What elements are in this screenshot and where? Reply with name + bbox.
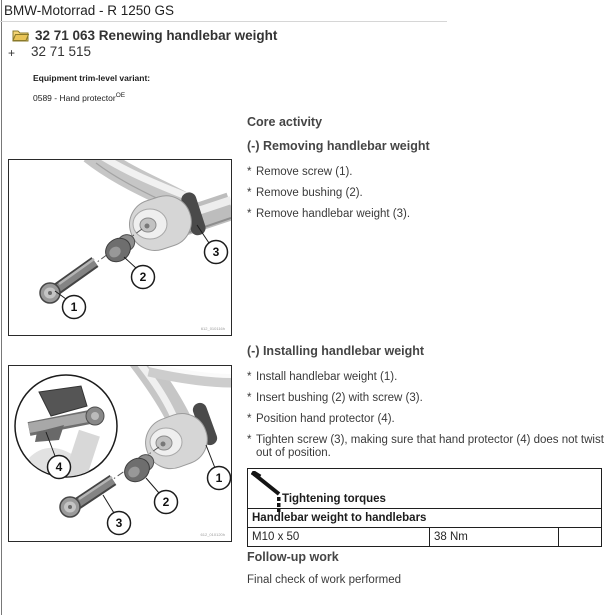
expand-plus-control[interactable]: + [8,46,16,60]
step-text: Remove handlebar weight (3). [256,208,411,220]
svg-text:2: 2 [162,495,170,509]
callout-1 [206,445,231,490]
torque-table-subtitle: Handlebar weight to handlebars [248,508,601,527]
callout-2 [124,257,155,289]
callout-2 [146,478,178,514]
removing-heading: (-) Removing handlebar weight [247,139,430,153]
svg-text:3: 3 [115,516,123,530]
torque-fastener-cell: M10 x 50 [248,528,430,546]
installing-illustration [9,366,231,541]
torque-value-cell: 38 Nm [430,528,559,546]
bullet-glyph: * [247,208,252,220]
equipment-variant-label: Equipment trim-level variant: [33,73,151,83]
screw-illustration [60,477,113,517]
svg-text:1: 1 [70,300,78,314]
step-remove-weight [247,208,605,221]
torque-wrench-icon [251,471,287,513]
svg-text:1: 1 [215,471,223,485]
step-text: Insert bushing (2) with screw (3). [256,392,423,404]
left-border-line [1,0,2,615]
title-divider [0,21,447,22]
section-removing [247,115,605,229]
page-title: BMW-Motorrad - R 1250 GS [4,3,175,18]
folder-icon [12,29,29,42]
procedure-tree-item[interactable] [12,28,277,43]
figure-watermark: 612_010120h [200,532,225,537]
figure-installing-handlebar-weight [8,365,232,542]
followup-heading: Follow-up work [247,550,339,564]
section-installing [247,344,605,547]
bushing-illustration [120,451,157,486]
procedure-subcode[interactable]: 32 71 515 [31,44,92,59]
callout-3 [103,495,131,535]
step-remove-screw [247,166,605,179]
followup-text: Final check of work performed [247,574,402,586]
bullet-glyph: * [247,392,252,404]
figure-watermark: 612_010116h [200,326,225,331]
step-text: Remove screw (1). [256,166,353,178]
step-text: Remove bushing (2). [256,187,363,199]
bullet-glyph: * [247,434,252,446]
bullet-glyph: * [247,371,252,383]
tightening-torques-table [247,468,602,547]
step-text: Tighten screw (3), making sure that hand protector (4) does not twist out of position. [256,434,604,459]
step-text: Install handlebar weight (1). [256,371,398,383]
core-activity-heading: Core activity [247,115,323,129]
section-followup [247,550,605,586]
torque-table-header [248,469,601,508]
bushing-illustration [101,231,138,266]
installing-heading: (-) Installing handlebar weight [247,344,425,358]
equipment-variant-value [33,92,125,103]
svg-text:3: 3 [212,245,220,259]
torque-table-title: Tightening torques [282,493,386,505]
step-text: Position hand protector (4). [256,413,395,425]
step-insert-bushing [247,392,605,405]
equipment-variant-text: 0589 - Hand protector [33,92,116,103]
step-tighten-screw [247,434,605,460]
equipment-variant-superscript: OE [115,92,126,99]
bullet-glyph: * [247,187,252,199]
svg-text:2: 2 [139,270,147,284]
procedure-title: 32 71 063 Renewing handlebar weight [35,28,278,43]
svg-text:4: 4 [55,460,63,474]
bullet-glyph: * [247,166,252,178]
torque-table-row [248,527,601,546]
torque-extra-cell [559,528,601,546]
step-install-weight [247,371,605,384]
bullet-glyph: * [247,413,252,425]
screw-illustration [40,259,95,303]
step-position-protector [247,413,605,426]
removing-illustration [9,160,231,335]
step-remove-bushing [247,187,605,200]
figure-removing-handlebar-weight [8,159,232,336]
